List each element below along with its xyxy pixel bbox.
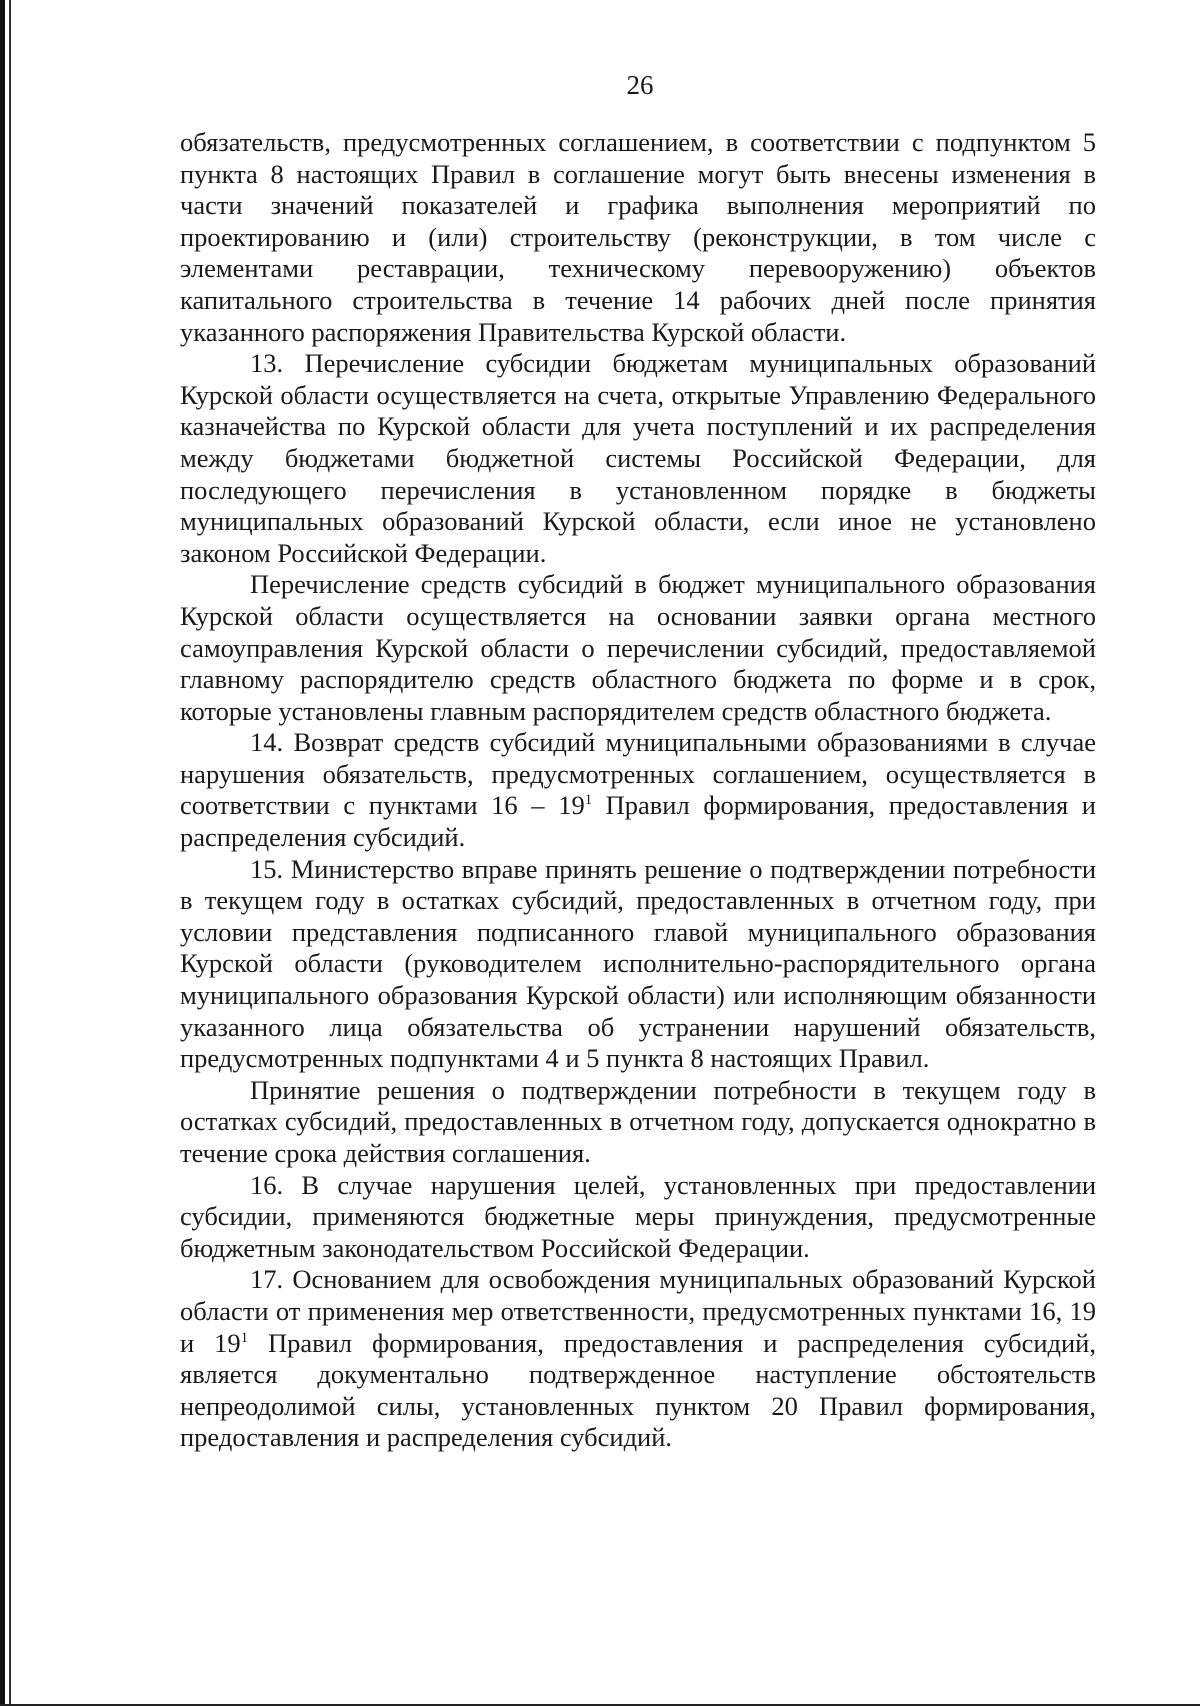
paragraph-item-14-text: 14. Возврат средств субсидий муниципальными образованиями в случае нарушения обязательств, предусмотренных соглашением, осуществляется в соответствии с пунктами 16 – 19 [180, 727, 1096, 821]
document-body [180, 127, 1096, 1454]
page-number: 26 [626, 70, 654, 100]
scan-left-edge [0, 0, 5, 1706]
paragraph-item-16: 16. В случае нарушения целей, установленных при предоставлении субсидии, применяются бюджетные меры принуждения, предусмотренные бюджетным законодательством Российской Федерации. [180, 1169, 1096, 1263]
paragraph-transfer-of-funds: Перечисление средств субсидий в бюджет муниципального образования Курской области осуществляется на основании заявки органа местного самоуправления Курской области о перечислении субсидий, предоставляемой главному распорядителю средств областного бюджета по форме и в срок, которые установлены главным распорядителем средств областного бюджета. [180, 569, 1096, 726]
superscript-marker: 1 [584, 792, 592, 809]
paragraph-item-13: 13. Перечисление субсидии бюджетам муниципальных образований Курской области осуществляется на счета, открытые Управлению Федерального казначейства по Курской области для учета поступлений и их распределения между бюджетами бюджетной системы Российской Федерации, для последующего перечисления в установленном порядке в бюджеты муниципальных образований Курской области, если иное не установлено законом Российской Федерации. [180, 348, 1096, 568]
paragraph-item-14-text-end: Правил формирования, предоставления и распределения субсидий. [180, 790, 1096, 853]
paragraph-item-17-text-end: Правил формирования, предоставления и распределения субсидий, является документально подтвержденное наступление обстоятельств непреодолимой силы, установленных пунктом 20 Правил формирования, предоставления и распределения субсидий. [180, 1327, 1096, 1453]
paragraph-decision-confirmation: Принятие решения о подтверждении потребности в текущем году в остатках субсидий, предоставленных в отчетном году, допускается однократно в течение срока действия соглашения. [180, 1074, 1096, 1168]
paragraph-item-14 [180, 727, 1096, 853]
paragraph-item-17 [180, 1264, 1096, 1454]
superscript-marker: 1 [240, 1329, 248, 1346]
scan-left-edge-line [9, 0, 11, 1706]
paragraph-continuation: обязательств, предусмотренных соглашением, в соответствии с подпунктом 5 пункта 8 настоящих Правил в соглашение могут быть внесены изменения в части значений показателей и графика выполнения мероприятий по проектированию и (или) строительству (реконструкции, в том числе с элементами реставрации, техническому перевооружению) объектов капитального строительства в течение 14 рабочих дней после принятия указанного распоряжения Правительства Курской области. [180, 127, 1096, 347]
paragraph-item-17-text: 17. Основанием для освобождения муниципальных образований Курской области от применения мер ответственности, предусмотренных пунктами 16, 19 и 19 [180, 1264, 1096, 1358]
paragraph-item-15: 15. Министерство вправе принять решение о подтверждении потребности в текущем году в остатках субсидий, предоставленных в отчетном году, при условии представления подписанного главой муниципального образования Курской области (руководителем исполнительно-распорядительного органа муниципального образования Курской области) или исполняющим обязанности указанного лица обязательства об устранении нарушений обязательств, предусмотренных подпунктами 4 и 5 пункта 8 настоящих Правил. [180, 853, 1096, 1074]
